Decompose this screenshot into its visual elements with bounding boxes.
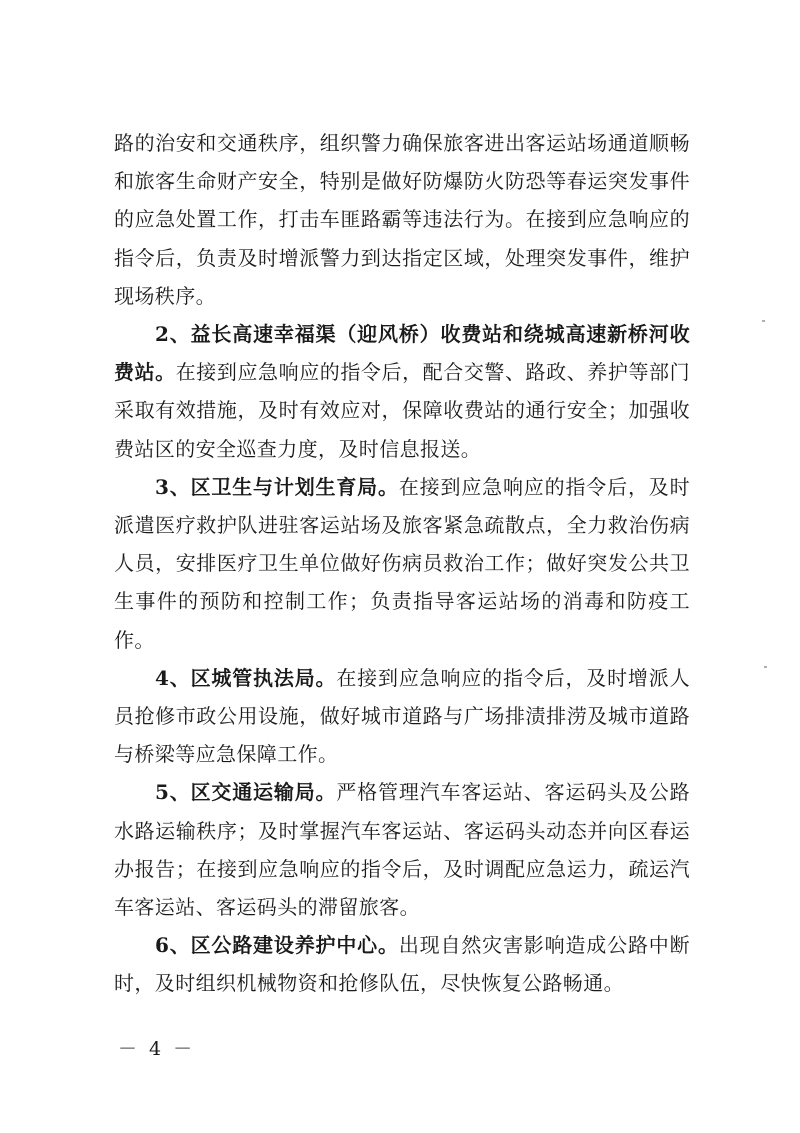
paragraph-continuation [114,124,690,315]
paragraph-urban-management [114,659,690,774]
paragraph-heading: 3、区卫生与计划生育局。 [155,474,399,499]
paragraph-heading: 6、区公路建设养护中心。 [155,933,399,958]
scan-speck [764,666,767,668]
document-body [114,124,690,1003]
paragraph-text: 在接到应急响应的指令后，及时增派人员抢修市政公用设施，做好城市道路与广场排渍排涝及城市道路与桥梁等应急保障工作。 [114,665,690,767]
paragraph-heading: 2、益长高速幸福渠（迎风桥）收费站和绕城高速新桥河收费站。 [114,322,690,385]
paragraph-text: 严格管理汽车客运站、客运码头及公路水路运输秩序；及时掌握汽车客运站、客运码头动态并向区春运办报告；在接到应急响应的指令后，及时调配应急运力，疏运汽车客运站、客运码头的滞留旅客。 [114,780,690,920]
paragraph-toll-stations [114,315,690,468]
paragraph-transport-bureau [114,773,690,926]
paragraph-text: 出现自然灾害影响造成公路中断时，及时组织机械物资和抢修队伍，尽快恢复公路畅通。 [114,933,690,996]
paragraph-heading: 4、区城管执法局。 [155,665,337,690]
paragraph-text: 在接到应急响应的指令后，配合交警、路政、养护等部门采取有效措施，及时有效应对，保障收费站的通行安全；加强收费站区的安全巡查力度，及时信息报送。 [114,360,690,461]
paragraph-highway-maintenance [114,926,690,1002]
page-number: － 4 － [118,1038,196,1060]
paragraph-text: 在接到应急响应的指令后，及时派遣医疗救护队进驻客运站场及旅客紧急疏散点，全力救治伤病人员，安排医疗卫生单位做好伤病员救治工作；做好突发公共卫生事件的预防和控制工作；负责指导客运站场的消毒和防疫工作。 [114,474,690,652]
paragraph-text: 路的治安和交通秩序，组织警力确保旅客进出客运站场通道顺畅和旅客生命财产安全，特别是做好防爆防火防恐等春运突发事件的应急处置工作，打击车匪路霸等违法行为。在接到应急响应的指令后，负责及时增派警力到达指定区域，处理突发事件，维护现场秩序。 [114,131,690,308]
paragraph-health-bureau [114,468,690,659]
scan-speck [762,320,765,322]
paragraph-heading: 5、区交通运输局。 [155,780,337,805]
